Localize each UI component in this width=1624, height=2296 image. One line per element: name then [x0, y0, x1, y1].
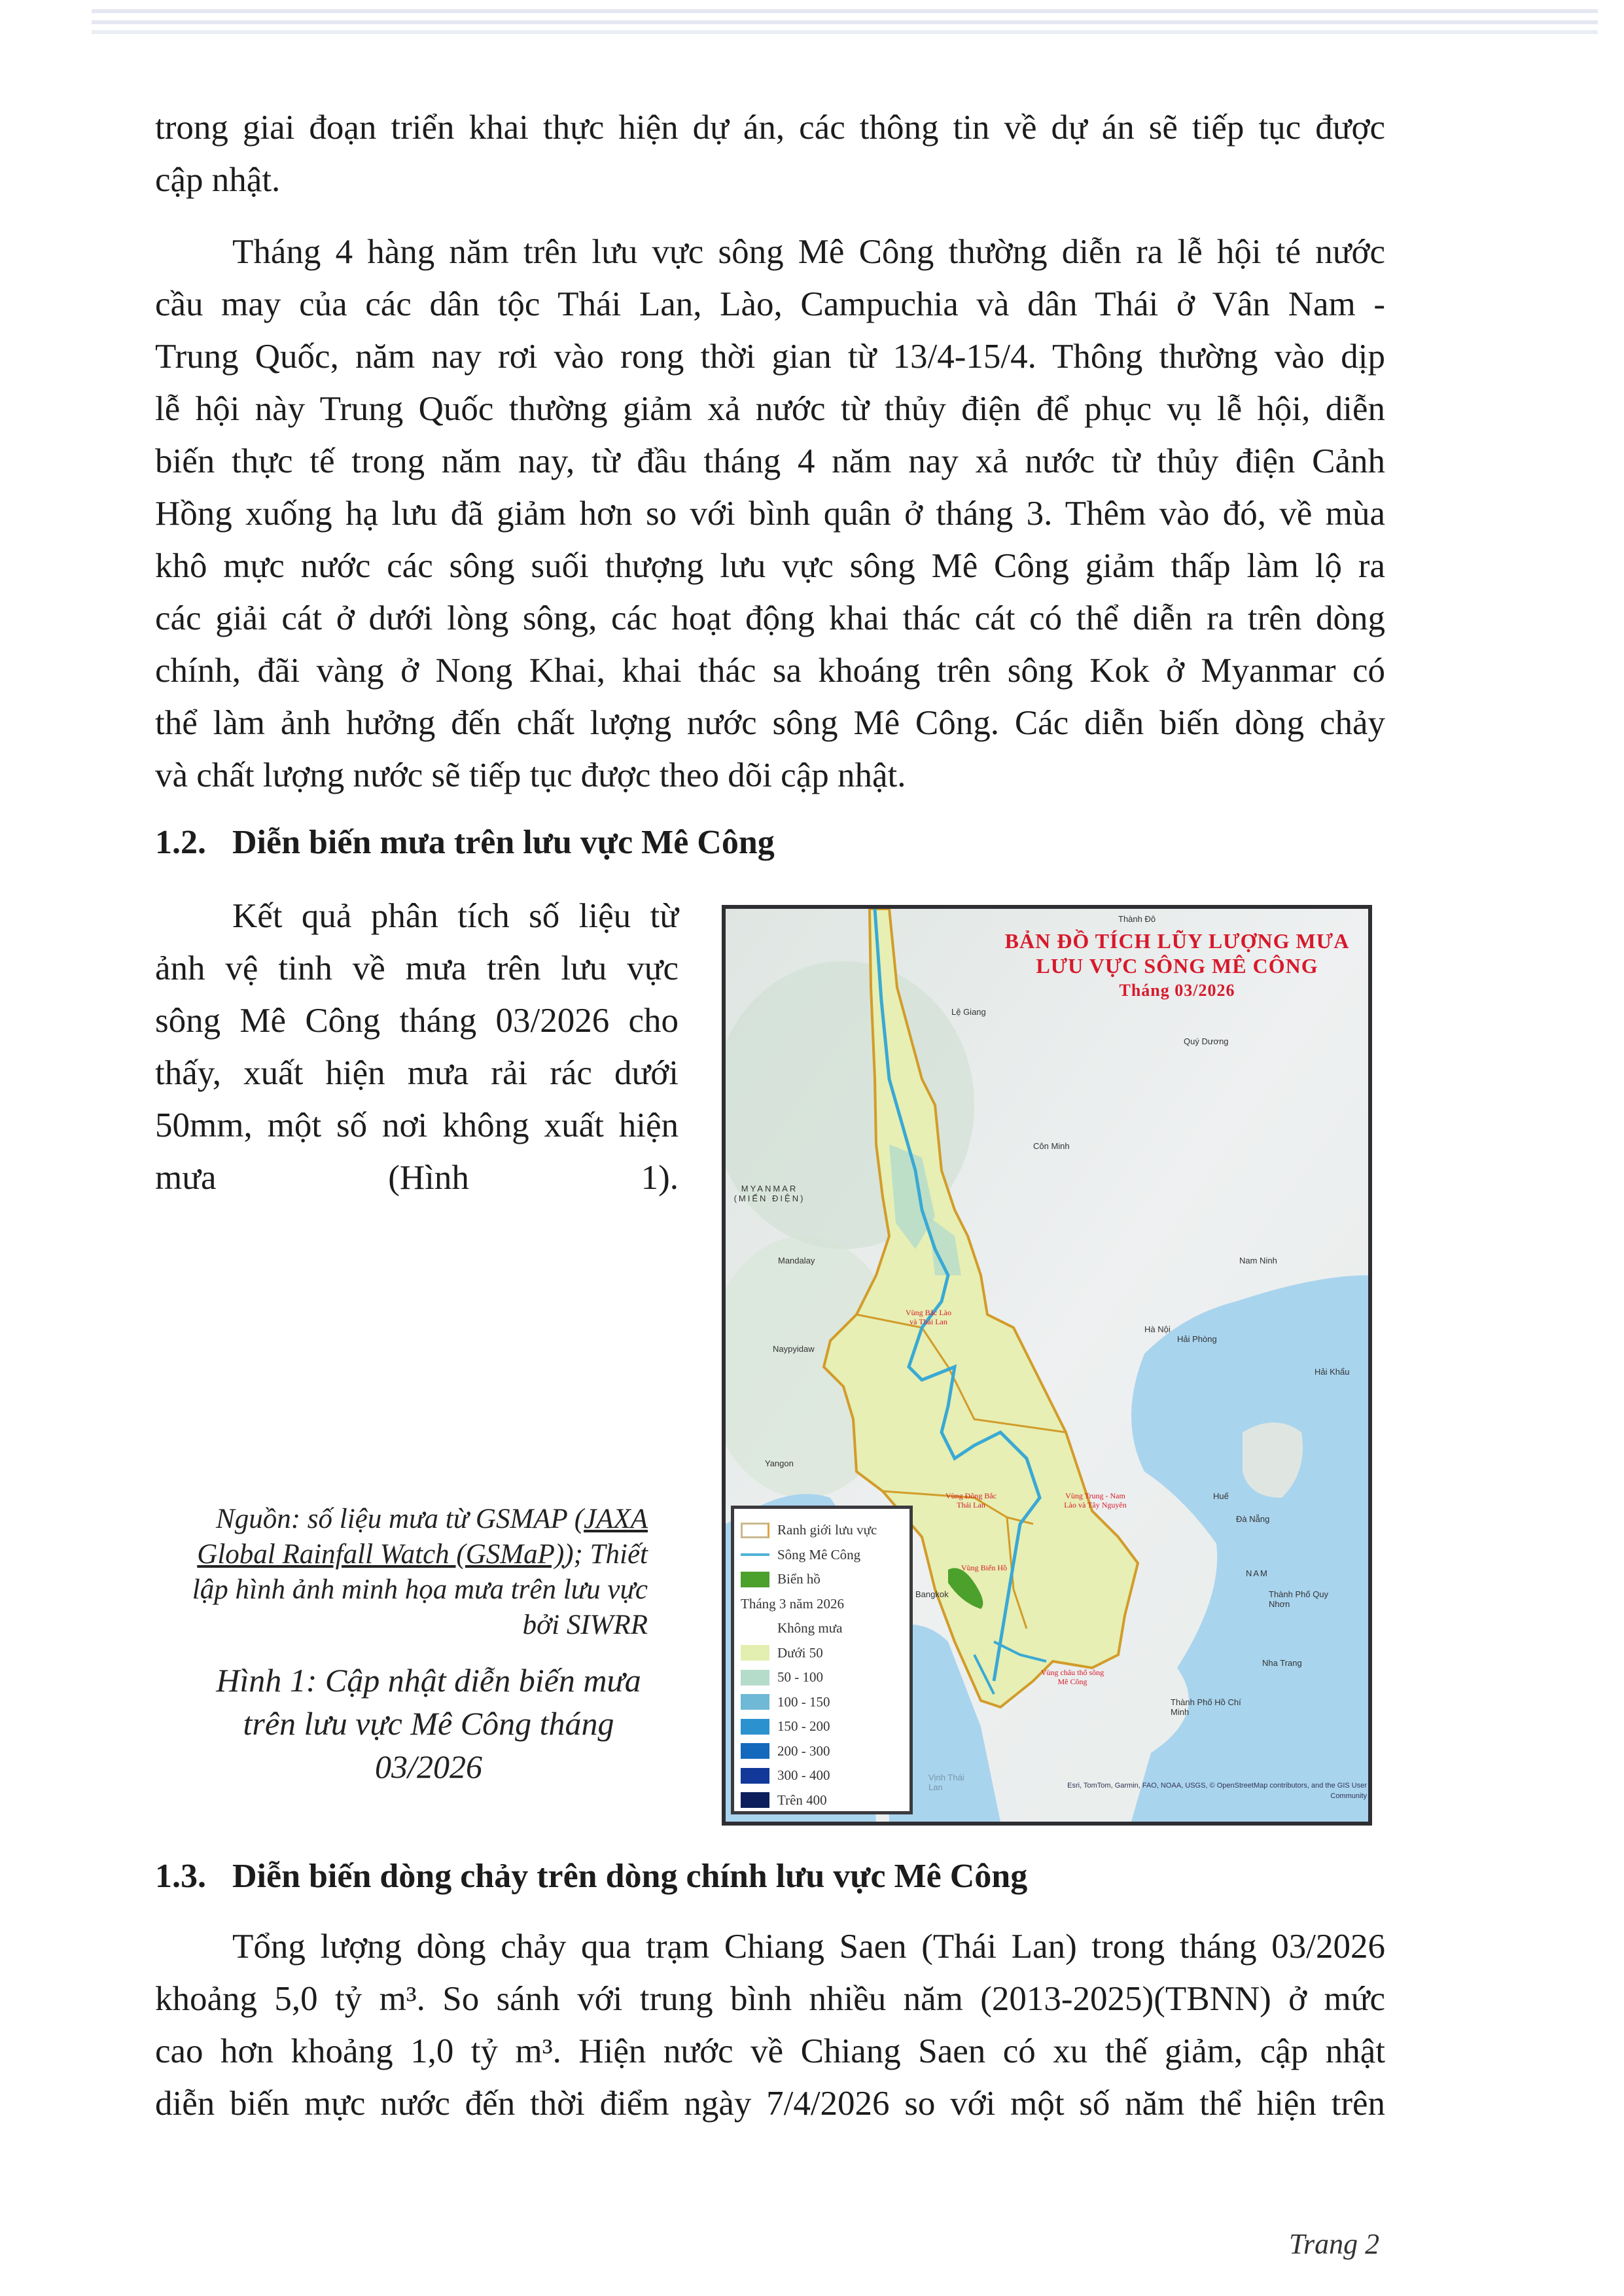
- place-label: Thành Đô: [1118, 914, 1156, 924]
- place-label: Quý Dương: [1184, 1036, 1229, 1046]
- map-title: [1000, 928, 1354, 1003]
- color-swatch-icon: [741, 1792, 769, 1808]
- text-line: thể làm ảnh hưởng đến chất lượng nước sông Mê Công. Các diễn biến dòng chảy: [155, 704, 1385, 742]
- text-line: trong giai đoạn triển khai thực hiện dự án, các thông tin về dự án sẽ tiếp tục được: [155, 109, 1385, 147]
- text-line: các giải cát ở dưới lòng sông, các hoạt động khai thác cát có thể diễn ra trên dòng: [155, 599, 1385, 637]
- legend-class-row: [741, 1788, 903, 1813]
- legend-class-row: [741, 1616, 903, 1641]
- text-line: cầu may của các dân tộc Thái Lan, Lào, Campuchia và dân Thái ở Vân Nam -: [155, 285, 1385, 323]
- place-label: Đà Nẵng: [1236, 1514, 1270, 1524]
- country-label: NAM: [1246, 1568, 1269, 1578]
- sea-label: Vịnh Thái Lan: [928, 1773, 964, 1792]
- figure-title-line: 03/2026: [375, 1748, 482, 1785]
- country-label: MYANMAR (MIẾN ĐIỆN): [733, 1184, 805, 1203]
- map-attribution: Esri, TomTom, Garmin, FAO, NOAA, USGS, © OpenStreetMap contributors, and the GIS User Community: [1067, 1782, 1367, 1800]
- region-label: Vùng Bắc Lào và Thái Lan: [906, 1308, 951, 1326]
- color-swatch-icon: [741, 1670, 769, 1686]
- place-label: Lệ Giang: [951, 1007, 986, 1017]
- text-line: mưa (Hình 1).: [155, 1159, 679, 1197]
- text-line: Hồng xuống hạ lưu đã giảm hơn so với bình quân ở tháng 3. Thêm vào đó, về mùa: [155, 495, 1385, 533]
- legend-item-lake: [741, 1567, 903, 1592]
- text-line: khoảng 5,0 tỷ m³. So sánh với trung bình nhiều năm (2013-2025)(TBNN) ở mức: [155, 1980, 1385, 2018]
- text-line: ảnh vệ tinh về mưa trên lưu vực: [155, 949, 679, 987]
- legend-label: Trên 400: [777, 1792, 827, 1808]
- map-title-line: BẢN ĐỒ TÍCH LŨY LƯỢNG MƯA: [1004, 929, 1350, 953]
- figure-caption-block: [183, 1502, 648, 1788]
- legend-label: Dưới 50: [777, 1644, 823, 1661]
- legend-label: 50 - 100: [777, 1669, 823, 1686]
- place-label: Thành Phố Quy Nhơn: [1269, 1589, 1329, 1609]
- text-line: sông Mê Công tháng 03/2026 cho: [155, 1002, 679, 1040]
- text-line: diễn biến mực nước đến thời điểm ngày 7/4/2026 so với một số năm thể hiện trên: [155, 2085, 1385, 2123]
- paragraph-continuation: [155, 101, 1385, 206]
- section-number: 1.2.: [155, 824, 206, 861]
- place-label: Naypyidaw: [773, 1344, 815, 1354]
- text-line: cập nhật.: [155, 161, 281, 199]
- text-line: chính, đãi vàng ở Nong Khai, khai thác sa khoáng trên sông Kok ở Myanmar có: [155, 652, 1385, 690]
- color-swatch-icon: [741, 1719, 769, 1735]
- figure-title: [183, 1659, 648, 1788]
- color-swatch-icon: [741, 1768, 769, 1784]
- legend-item-boundary: [741, 1518, 903, 1543]
- page-number: Trang 2: [1289, 2228, 1380, 2260]
- text-line: biến thực tế trong năm nay, từ đầu tháng 4 năm nay xả nước từ thủy điện Cảnh: [155, 442, 1385, 480]
- place-label: Hải Phòng: [1177, 1334, 1217, 1344]
- text-line: và chất lượng nước sẽ tiếp tục được theo dõi cập nhật.: [155, 756, 906, 794]
- legend-label: Sông Mê Công: [777, 1546, 861, 1563]
- legend-label: 100 - 150: [777, 1693, 830, 1710]
- rainfall-map-figure: [722, 905, 1372, 1826]
- place-label: Nam Ninh: [1239, 1256, 1277, 1265]
- lake-swatch-icon: [741, 1572, 769, 1587]
- figure-title-line: trên lưu vực Mê Công tháng: [243, 1705, 614, 1742]
- source-tail: Thiết lập hình ảnh minh họa mưa trên lưu vực bởi SIWRR: [192, 1539, 648, 1640]
- legend-class-row: [741, 1641, 903, 1666]
- text-line: lễ hội này Trung Quốc thường giảm xả nước từ thủy điện để phục vụ lễ hội, diễn: [155, 390, 1385, 428]
- legend-class-row: [741, 1739, 903, 1764]
- region-label: Vùng Đông Bắc Thái Lan: [945, 1491, 997, 1510]
- text-line: Tháng 4 hàng năm trên lưu vực sông Mê Công thường diễn ra lễ hội té nước: [232, 233, 1385, 271]
- color-swatch-icon: [741, 1743, 769, 1759]
- legend-label: Không mưa: [777, 1620, 843, 1636]
- place-label: Huế: [1213, 1491, 1229, 1501]
- text-line: Tổng lượng dòng chảy qua trạm Chiang Saen (Thái Lan) trong tháng 03/2026: [232, 1928, 1385, 1966]
- legend-label: Biển hồ: [777, 1571, 821, 1587]
- section-title: Diễn biến dòng chảy trên dòng chính lưu vực Mê Công: [232, 1858, 1028, 1895]
- region-label: Vùng Trung - Nam Lào và Tây Nguyên: [1064, 1491, 1127, 1510]
- source-link[interactable]: JAXA Global Rainfall Watch (GSMaP): [197, 1504, 648, 1570]
- river-line-icon: [741, 1553, 769, 1556]
- section-heading-1-3: [155, 1857, 1027, 1896]
- text-line: Trung Quốc, năm nay rơi vào rong thời gian từ 13/4-15/4. Thông thường vào dịp: [155, 338, 1385, 376]
- map-title-date: Tháng 03/2026: [1119, 981, 1235, 1000]
- rain-analysis-paragraph: [155, 890, 679, 1204]
- flow-paragraph: [155, 1920, 1385, 2130]
- boundary-swatch-icon: [741, 1523, 769, 1538]
- place-label: Bangkok: [915, 1589, 949, 1599]
- place-label: Nha Trang: [1262, 1658, 1302, 1668]
- map-title-line: LƯU VỰC SÔNG MÊ CÔNG: [1036, 954, 1318, 978]
- text-line: khô mực nước các sông suối thượng lưu vực sông Mê Công giảm thấp làm lộ ra: [155, 547, 1385, 585]
- place-label: Côn Minh: [1033, 1141, 1070, 1151]
- place-label: Thành Phố Hồ Chí Minh: [1171, 1697, 1241, 1717]
- scan-artifact-lines: [0, 0, 1624, 46]
- color-swatch-icon: [741, 1694, 769, 1710]
- paragraph-festival: [155, 226, 1385, 802]
- legend-class-row: [741, 1690, 903, 1715]
- map-legend: [731, 1506, 913, 1814]
- place-label: Mandalay: [778, 1256, 815, 1265]
- section-number: 1.3.: [155, 1858, 206, 1895]
- text-line: thấy, xuất hiện mưa rải rác dưới: [155, 1054, 679, 1092]
- legend-label: 150 - 200: [777, 1718, 830, 1735]
- section-heading-1-2: [155, 823, 775, 862]
- section-title: Diễn biến mưa trên lưu vực Mê Công: [232, 824, 775, 861]
- place-label: Yangon: [765, 1458, 794, 1468]
- legend-label: 300 - 400: [777, 1767, 830, 1784]
- legend-item-river: [741, 1543, 903, 1568]
- legend-period-title: Tháng 3 năm 2026: [741, 1595, 845, 1612]
- legend-label: 200 - 300: [777, 1742, 830, 1759]
- place-label: Hải Khẩu: [1315, 1367, 1350, 1377]
- region-label: Vùng Biển Hồ: [961, 1563, 1007, 1572]
- source-suffix: );: [564, 1539, 583, 1570]
- legend-class-row: [741, 1763, 903, 1788]
- legend-label: Ranh giới lưu vực: [777, 1522, 877, 1538]
- legend-class-row: [741, 1714, 903, 1739]
- figure-title-line: Hình 1: Cập nhật diễn biến mưa: [216, 1662, 641, 1699]
- figure-source: [183, 1502, 648, 1643]
- color-swatch-icon: [741, 1645, 769, 1661]
- place-label: Hà Nội: [1144, 1324, 1171, 1334]
- color-swatch-icon: [741, 1621, 769, 1636]
- region-label: Vùng châu thổ sông Mê Công: [1040, 1668, 1104, 1686]
- text-line: cao hơn khoảng 1,0 tỷ m³. Hiện nước về Chiang Saen có xu thế giảm, cập nhật: [155, 2032, 1385, 2070]
- text-line: 50mm, một số nơi không xuất hiện: [155, 1106, 679, 1144]
- text-line: Kết quả phân tích số liệu từ: [232, 897, 679, 935]
- legend-class-row: [741, 1665, 903, 1690]
- source-prefix: Nguồn: số liệu mưa từ GSMAP (: [216, 1504, 584, 1534]
